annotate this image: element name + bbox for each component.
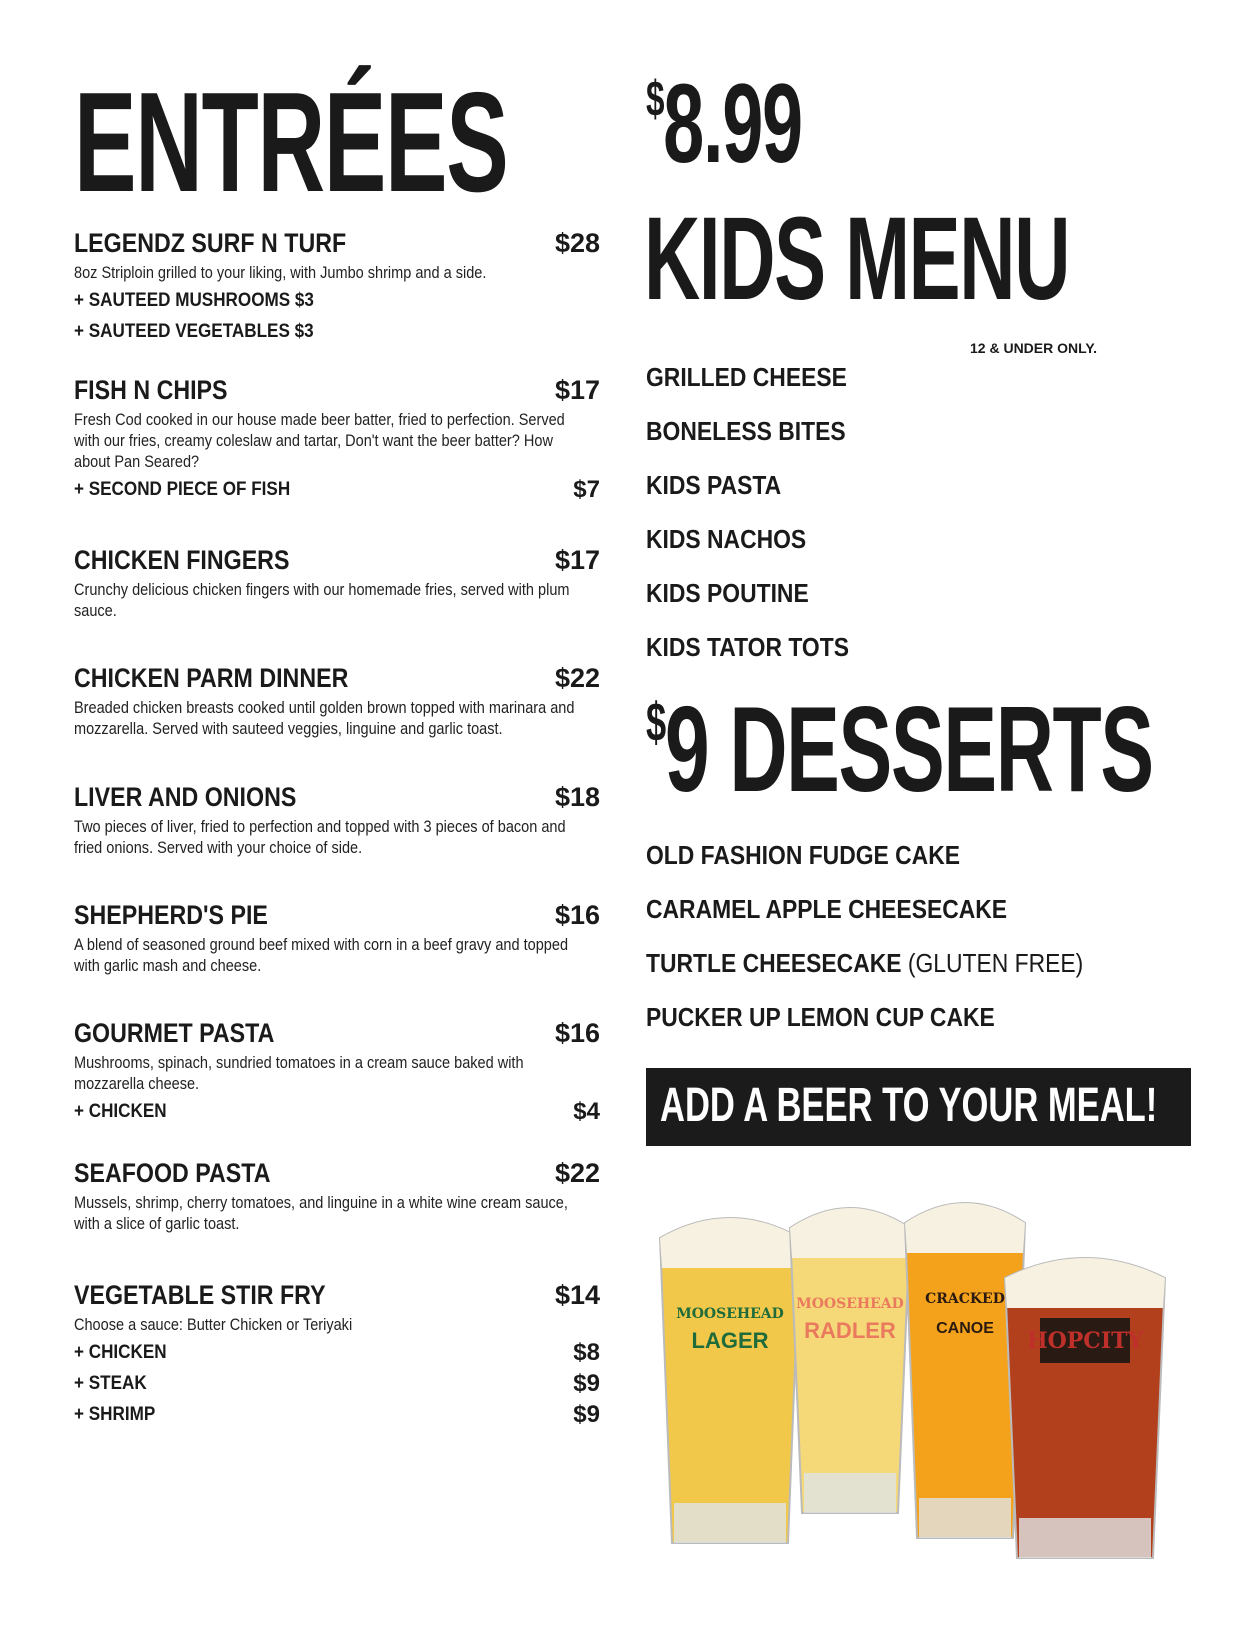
item-description: Two pieces of liver, fried to perfection and topped with 3 pieces of bacon and fried onions. Served with your choice of side.: [74, 818, 566, 857]
addon-label: + SHRIMP: [74, 1404, 156, 1425]
menu-item: [74, 900, 600, 977]
item-description: Mushrooms, spinach, sundried tomatoes in a cream sauce baked with mozzarella cheese.: [74, 1054, 524, 1093]
svg-text:MOOSEHEAD: MOOSEHEAD: [796, 1296, 904, 1312]
item-description: Mussels, shrimp, cherry tomatoes, and linguine in a white wine cream sauce, with a slice of garlic toast.: [74, 1194, 568, 1233]
dessert-item: CARAMEL APPLE CHEESECAKE: [646, 894, 1008, 924]
menu-item: [74, 1280, 600, 1429]
item-addon: [74, 1370, 600, 1398]
item-header: [74, 228, 600, 261]
item-header: [74, 663, 600, 696]
item-name: CHICKEN FINGERS: [74, 545, 290, 575]
dessert-item: PUCKER UP LEMON CUP CAKE: [646, 1002, 995, 1032]
addon-label: + CHICKEN: [74, 1101, 167, 1122]
item-price: $17: [554, 545, 600, 575]
item-price: $14: [554, 1280, 600, 1310]
menu-item: [74, 782, 600, 859]
item-price: $22: [554, 663, 600, 693]
item-header: [74, 782, 600, 815]
addon-label: + STEAK: [74, 1373, 147, 1394]
item-addon: [74, 1098, 600, 1126]
menu-item: [74, 1158, 600, 1235]
beer-glasses-image: [650, 1188, 1195, 1568]
kids-item: KIDS POUTINE: [646, 578, 809, 608]
beer-glass: [790, 1208, 910, 1513]
dessert-item: TURTLE CHEESECAKE (GLUTEN FREE): [646, 948, 1084, 978]
item-name: SEAFOOD PASTA: [74, 1158, 271, 1188]
item-header: [74, 375, 600, 408]
item-description: Choose a sauce: Butter Chicken or Teriyaki: [74, 1316, 353, 1334]
item-name: VEGETABLE STIR FRY: [74, 1280, 326, 1310]
kids-item: BONELESS BITES: [646, 416, 846, 446]
item-description: Breaded chicken breasts cooked until golden brown topped with marinara and mozzarella. Served with sauteed veggies, linguine and garlic toast.: [74, 699, 575, 738]
beer-glass: [905, 1203, 1025, 1538]
kids-menu-title: KIDS MENU: [644, 193, 1070, 325]
item-name: GOURMET PASTA: [74, 1018, 275, 1048]
addon-price: $9: [573, 1401, 600, 1428]
beer-banner: ADD A BEER TO YOUR MEAL!: [646, 1068, 1191, 1146]
desserts-title: $9 DESSERTS: [646, 681, 1153, 817]
kids-item: KIDS NACHOS: [646, 524, 807, 554]
svg-text:CANOE: CANOE: [936, 1320, 994, 1337]
item-header: [74, 1158, 600, 1191]
item-price: $18: [554, 782, 600, 812]
item-name: FISH N CHIPS: [74, 375, 228, 405]
svg-text:RADLER: RADLER: [804, 1318, 896, 1343]
svg-text:HOPCITY: HOPCITY: [1026, 1328, 1144, 1354]
dessert-note: (GLUTEN FREE): [907, 948, 1084, 978]
menu-item: [74, 375, 600, 504]
menu-item: [74, 1018, 600, 1126]
addon-label: + CHICKEN: [74, 1342, 167, 1363]
menu-item: [74, 545, 600, 622]
kids-list: [646, 362, 877, 686]
addon-price: $7: [573, 476, 600, 503]
item-name: LIVER AND ONIONS: [74, 782, 297, 812]
addon-price: $4: [573, 1098, 600, 1125]
item-description: Crunchy delicious chicken fingers with our homemade fries, served with plum sauce.: [74, 581, 570, 620]
addon-label: + SECOND PIECE OF FISH: [74, 479, 291, 500]
item-price: $16: [554, 900, 600, 930]
kids-item: KIDS TATOR TOTS: [646, 632, 849, 662]
item-price: $16: [554, 1018, 600, 1048]
addon-label: + SAUTEED MUSHROOMS $3: [74, 290, 314, 311]
item-header: [74, 1018, 600, 1051]
beer-glass: [1005, 1258, 1165, 1558]
item-header: [74, 545, 600, 578]
addon-price: $9: [573, 1370, 600, 1397]
item-name: SHEPHERD'S PIE: [74, 900, 268, 930]
item-price: $28: [554, 228, 600, 258]
kids-price: $8.99: [646, 61, 802, 186]
item-header: [74, 1280, 600, 1313]
dessert-item: OLD FASHION FUDGE CAKE: [646, 840, 960, 870]
addon-label: + SAUTEED VEGETABLES $3: [74, 321, 314, 342]
kids-item: KIDS PASTA: [646, 470, 782, 500]
item-description: Fresh Cod cooked in our house made beer batter, fried to perfection. Served with our fries, creamy coleslaw and tartar, Don't want the beer batter? How about Pan Seared?: [74, 411, 565, 471]
menu-item: [74, 228, 600, 346]
item-description: 8oz Striploin grilled to your liking, with Jumbo shrimp and a side.: [74, 264, 487, 282]
item-name: CHICKEN PARM DINNER: [74, 663, 349, 693]
menu-item: [74, 663, 600, 740]
beer-glass: [660, 1218, 800, 1543]
entrees-title: ENTRÉES: [74, 63, 508, 222]
item-addon: [74, 1401, 600, 1429]
item-addon: [74, 1339, 600, 1367]
dessert-list: [646, 840, 1143, 1056]
svg-text:CRACKED: CRACKED: [925, 1291, 1005, 1307]
item-addon: [74, 318, 600, 346]
item-name: LEGENDZ SURF N TURF: [74, 228, 347, 258]
kids-item: GRILLED CHEESE: [646, 362, 847, 392]
svg-text:MOOSEHEAD: MOOSEHEAD: [676, 1306, 784, 1322]
addon-price: $8: [573, 1339, 600, 1366]
item-price: $17: [554, 375, 600, 405]
item-addon: [74, 287, 600, 315]
svg-text:LAGER: LAGER: [691, 1328, 769, 1353]
item-description: A blend of seasoned ground beef mixed with corn in a beef gravy and topped with garlic mash and cheese.: [74, 936, 569, 975]
item-price: $22: [554, 1158, 600, 1188]
item-addon: [74, 476, 600, 504]
kids-age-note: 12 & UNDER ONLY.: [970, 340, 1098, 356]
item-header: [74, 900, 600, 933]
